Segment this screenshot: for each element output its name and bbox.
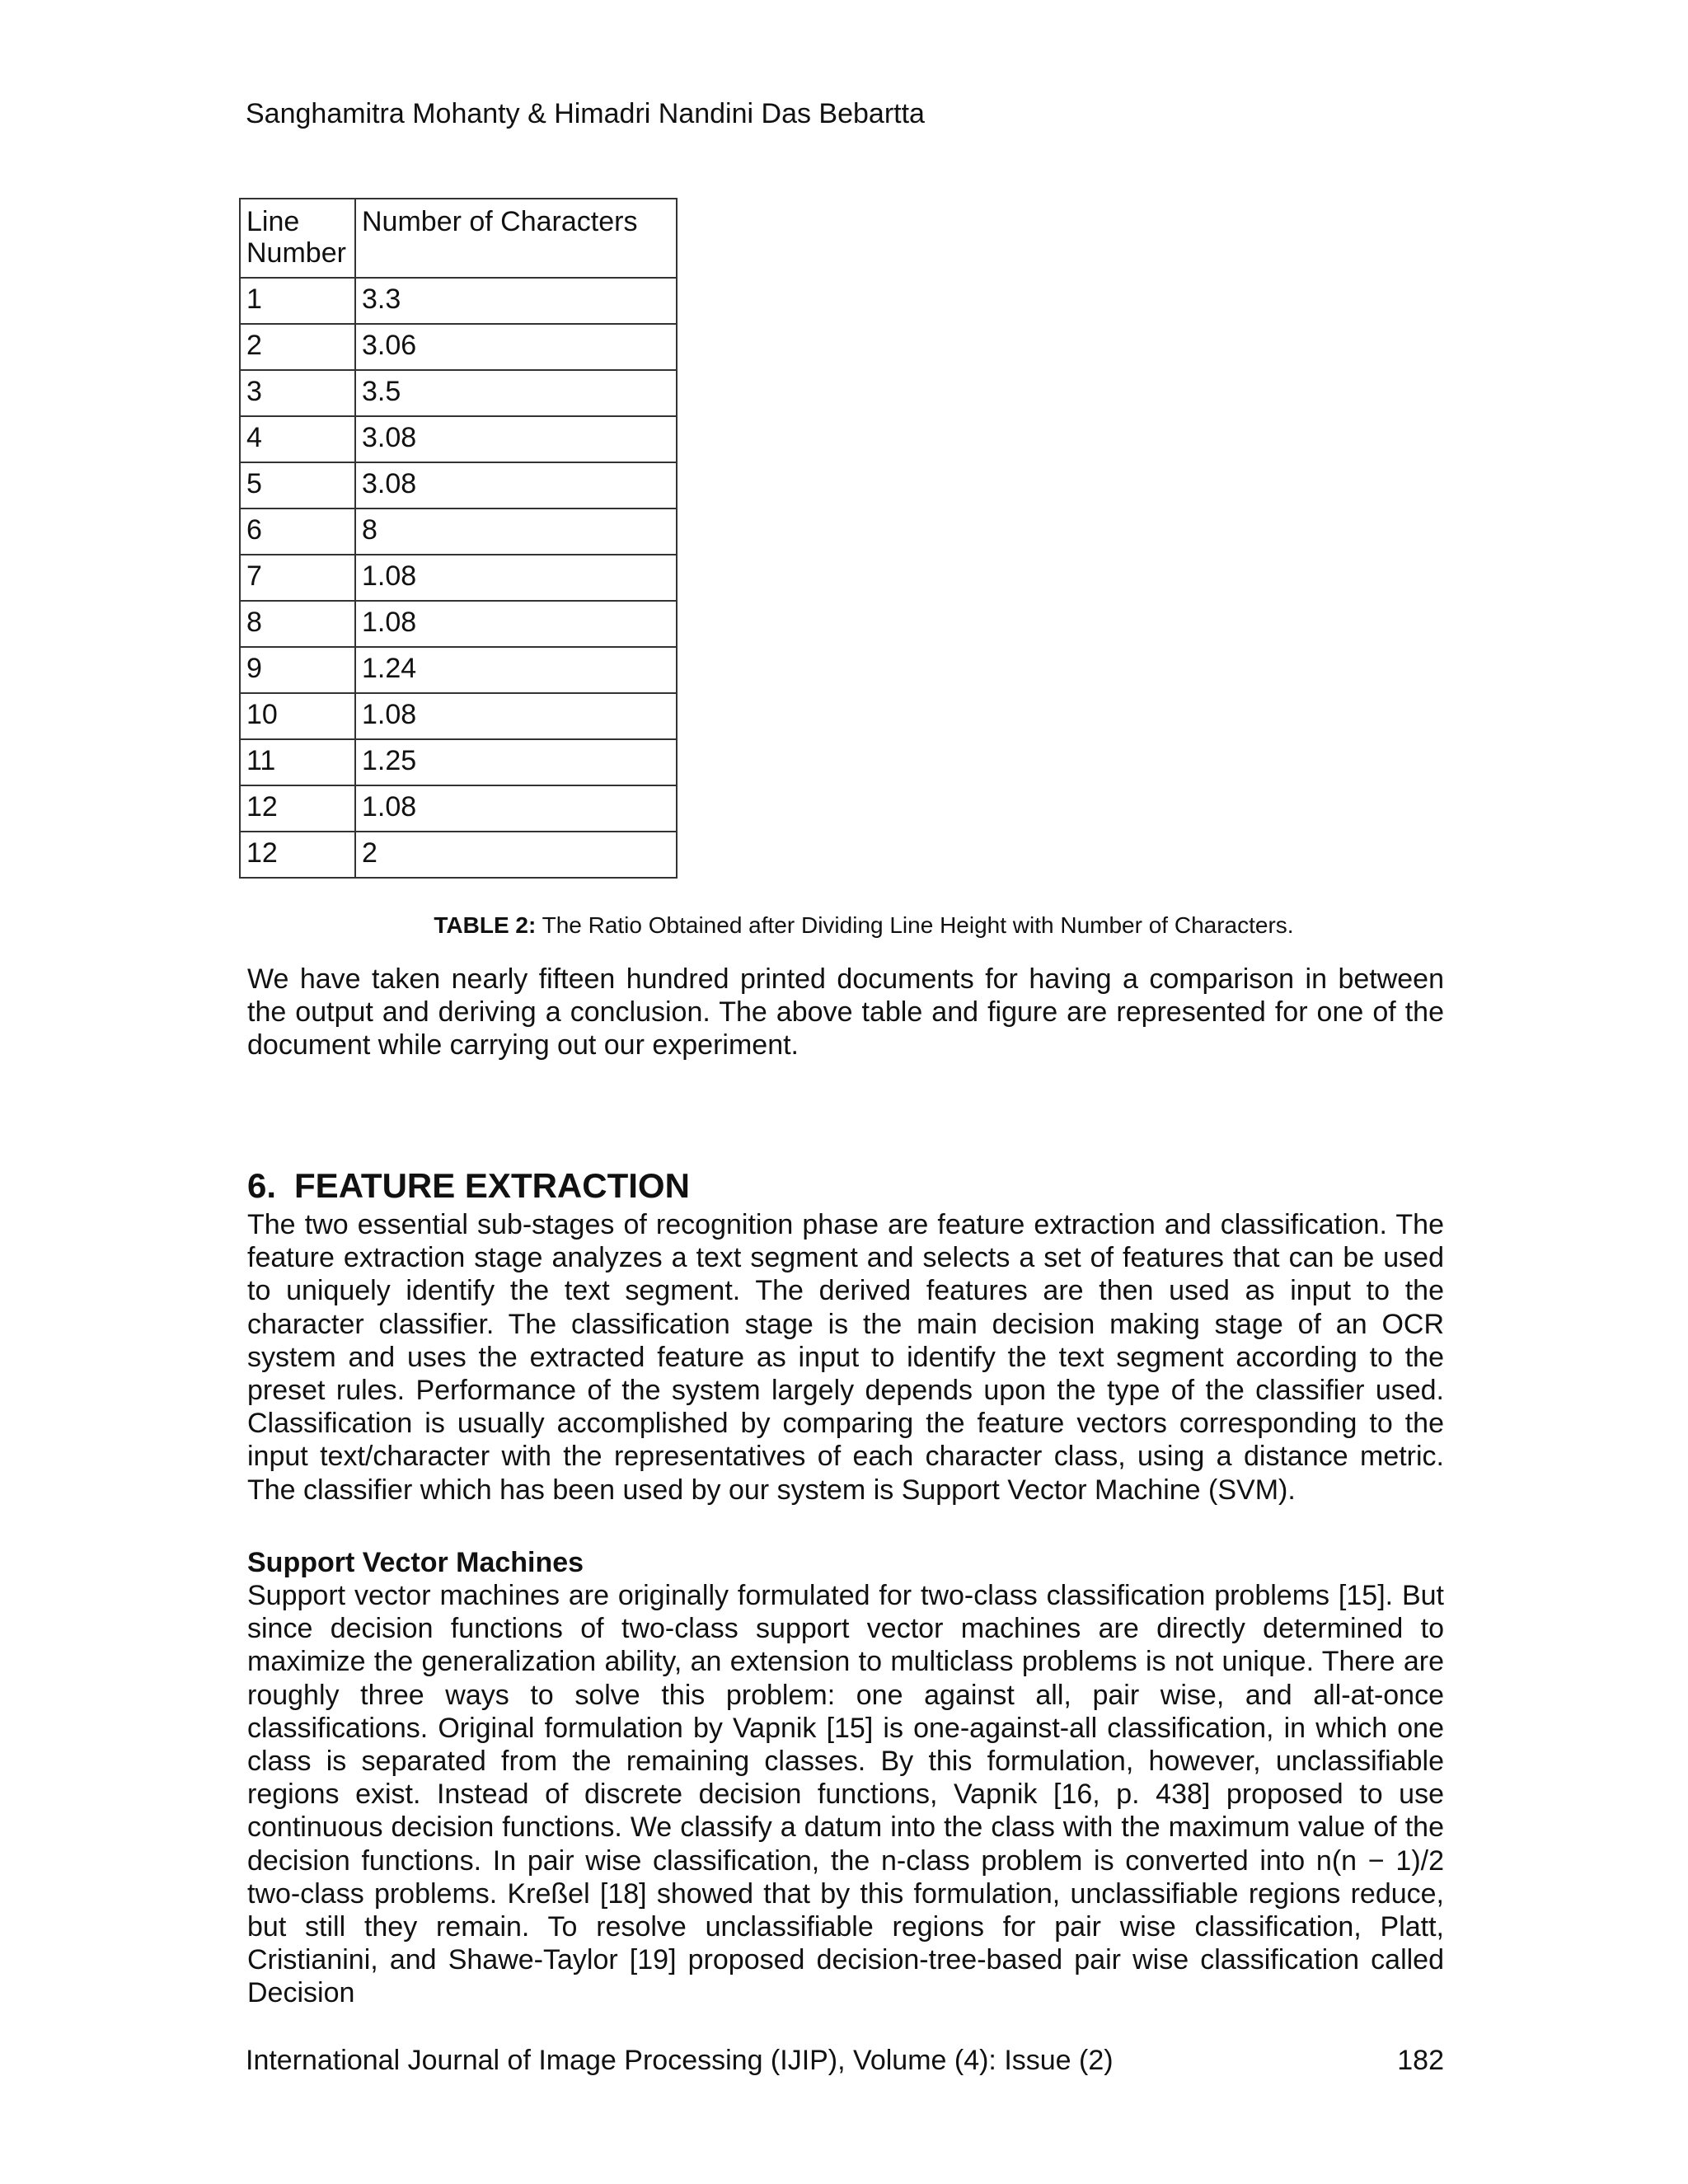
page-number: 182 — [1397, 2045, 1444, 2076]
section-heading — [247, 1165, 690, 1207]
header-line-number: Line Number — [240, 199, 355, 278]
cell-line-number: 4 — [240, 416, 355, 462]
journal-name: International Journal of Image Processing (IJIP), Volume (4): Issue (2) — [246, 2045, 1114, 2076]
table-caption-label: TABLE 2: — [434, 912, 537, 938]
running-header: Sanghamitra Mohanty & Himadri Nandini Das Bebartta — [246, 98, 925, 129]
table-row — [240, 693, 677, 739]
table-row — [240, 832, 677, 878]
subsection-paragraph: Support vector machines are originally formulated for two-class classification problems [15]. But since decision functions of two-class support vector machines are directly determined to maximize the generalization ability, an extension to multiclass problems is not unique. There are roughly three ways to solve this problem: one against all, pair wise, and all-at-once classifications. Original formulation by Vapnik [15] is one-against-all classification, in which one class is separated from the remaining classes. By this formulation, however, unclassifiable regions exist. Instead of discrete decision functions, Vapnik [16, p. 438] proposed to use continuous decision functions. We classify a datum into the class with the maximum value of the decision functions. In pair wise classification, the n-class problem is converted into n(n − 1)/2 two-class problems. Kreßel [18] showed that by this formulation, unclassifiable regions reduce, but still they remain. To resolve unclassifiable regions for pair wise classification, Platt, Cristianini, and Shawe-Taylor [19] proposed decision-tree-based pair wise classification called Decision — [247, 1580, 1444, 2009]
cell-line-number: 11 — [240, 739, 355, 785]
cell-line-number: 12 — [240, 785, 355, 832]
table-row — [240, 509, 677, 555]
cell-number-of-characters: 3.5 — [355, 370, 677, 416]
cell-number-of-characters: 3.3 — [355, 278, 677, 324]
table-row — [240, 370, 677, 416]
cell-number-of-characters: 1.08 — [355, 693, 677, 739]
table-row — [240, 785, 677, 832]
table-caption-text: The Ratio Obtained after Dividing Line Height with Number of Characters. — [536, 912, 1294, 938]
cell-number-of-characters: 1.08 — [355, 601, 677, 647]
cell-number-of-characters: 1.08 — [355, 785, 677, 832]
section-number: 6. — [247, 1166, 277, 1205]
ratio-table — [239, 198, 678, 879]
cell-number-of-characters: 3.06 — [355, 324, 677, 370]
subsection-heading: Support Vector Machines — [247, 1547, 584, 1578]
cell-line-number: 3 — [240, 370, 355, 416]
cell-number-of-characters: 3.08 — [355, 462, 677, 509]
table-header-row — [240, 199, 677, 278]
cell-number-of-characters: 3.08 — [355, 416, 677, 462]
table-row — [240, 647, 677, 693]
cell-line-number: 7 — [240, 555, 355, 601]
intro-paragraph: We have taken nearly fifteen hundred printed documents for having a comparison in between the output and deriving a conclusion. The above table and figure are represented for one of the document while carrying out our experiment. — [247, 963, 1444, 1062]
header-number-of-characters: Number of Characters — [355, 199, 677, 278]
cell-line-number: 1 — [240, 278, 355, 324]
cell-number-of-characters: 1.24 — [355, 647, 677, 693]
table-row — [240, 324, 677, 370]
table-row — [240, 462, 677, 509]
cell-line-number: 6 — [240, 509, 355, 555]
table-row — [240, 278, 677, 324]
cell-line-number: 5 — [240, 462, 355, 509]
cell-line-number: 9 — [240, 647, 355, 693]
table-row — [240, 601, 677, 647]
cell-number-of-characters: 2 — [355, 832, 677, 878]
table-row — [240, 555, 677, 601]
cell-line-number: 10 — [240, 693, 355, 739]
table-row — [240, 739, 677, 785]
cell-line-number: 12 — [240, 832, 355, 878]
cell-number-of-characters: 1.25 — [355, 739, 677, 785]
cell-number-of-characters: 8 — [355, 509, 677, 555]
cell-line-number: 2 — [240, 324, 355, 370]
cell-number-of-characters: 1.08 — [355, 555, 677, 601]
table-caption — [0, 912, 1688, 940]
section-title: FEATURE EXTRACTION — [294, 1166, 690, 1205]
cell-line-number: 8 — [240, 601, 355, 647]
table-row — [240, 416, 677, 462]
page-footer — [246, 2044, 1444, 2077]
section-paragraph: The two essential sub-stages of recognition phase are feature extraction and classification. The feature extraction stage analyzes a text segment and selects a set of features that can be used to uniquely identify the text segment. The derived features are then used as input to the character classifier. The classification stage is the main decision making stage of an OCR system and uses the extracted feature as input to identify the text segment according to the preset rules. Performance of the system largely depends upon the type of the classifier used. Classification is usually accomplished by comparing the feature vectors corresponding to the input text/character with the representatives of each character class, using a distance metric. The classifier which has been used by our system is Support Vector Machine (SVM). — [247, 1209, 1444, 1506]
